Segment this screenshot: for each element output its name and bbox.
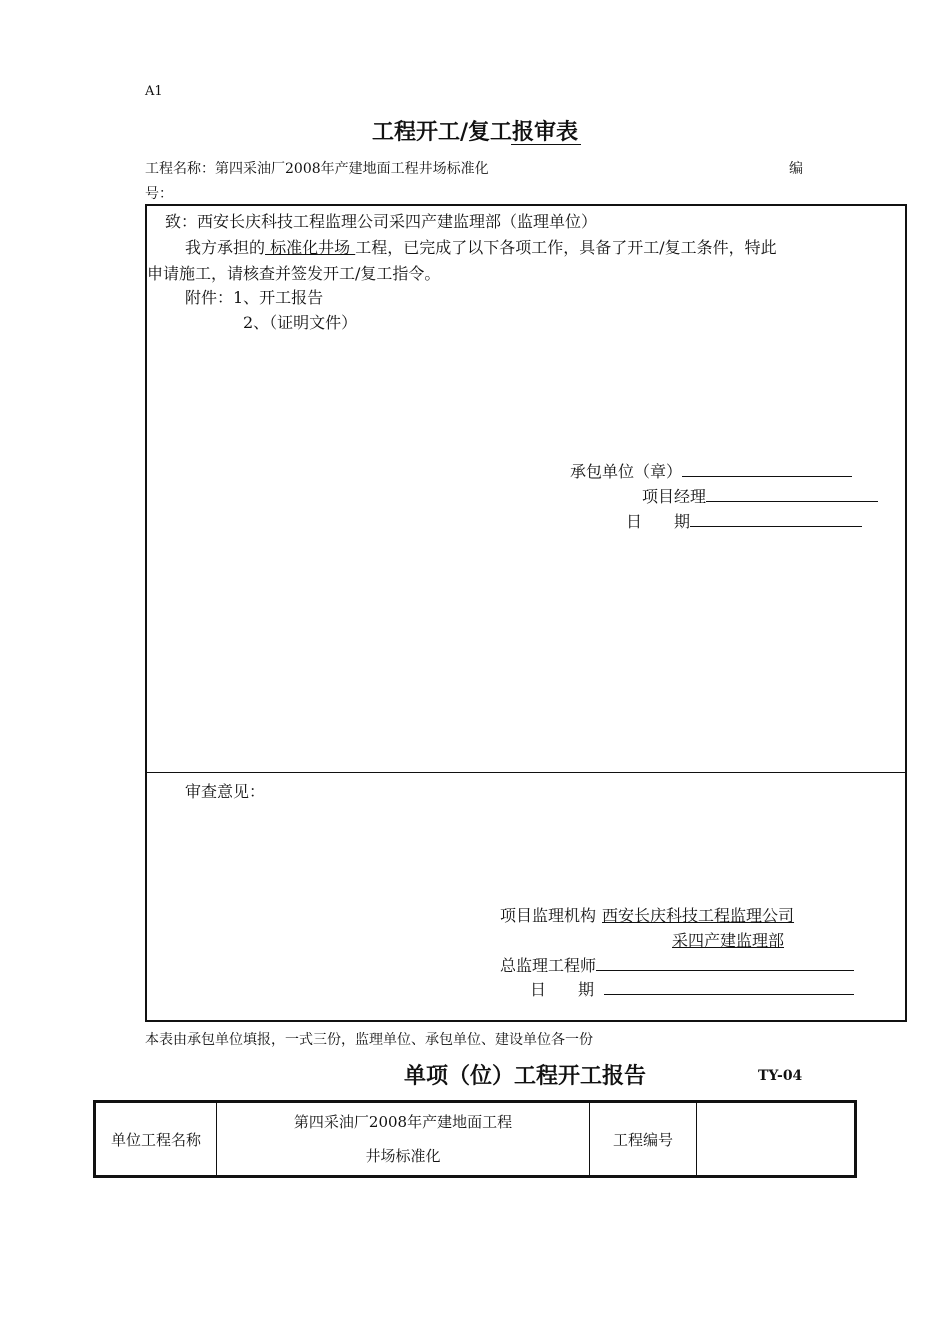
report-code: TY-04 <box>758 1068 803 1084</box>
date-label: 日 期 <box>626 512 691 531</box>
org-value-2: 采四产建监理部 <box>672 931 785 950</box>
title-underline <box>511 144 581 145</box>
manager-label: 项目经理 <box>642 487 707 506</box>
number-label: 编 <box>789 161 803 177</box>
supervision-org <box>500 903 798 926</box>
contractor-label: 承包单位（章） <box>570 462 683 481</box>
attachment-1: 附件：1、开工报告 <box>185 288 324 307</box>
report-table <box>93 1100 857 1178</box>
box-divider <box>147 772 907 773</box>
body-line-1 <box>185 235 777 258</box>
addressee-line: 致：西安长庆科技工程监理公司采四产建监理部（监理单位） <box>165 212 598 231</box>
unit-name-value-2: 井场标准化 <box>365 1147 441 1165</box>
review-date-label: 日 期 <box>530 980 595 999</box>
contractor-line <box>682 460 852 477</box>
project-name: 工程名称：第四采油厂2008年产建地面工程井场标准化 <box>145 161 489 177</box>
org-value-1: 西安长庆科技工程监理公司 <box>602 906 795 925</box>
report-title: 单项（位）工程开工报告 <box>404 1063 647 1089</box>
chief-engineer <box>500 953 854 976</box>
manager-line <box>706 485 878 502</box>
table-row <box>95 1102 856 1177</box>
org-label: 项目监理机构 <box>500 906 597 925</box>
body-part-1: 我方承担的 <box>185 238 266 257</box>
unit-name-value-1: 第四采油厂2008年产建地面工程 <box>293 1113 513 1131</box>
chief-line <box>596 954 854 971</box>
review-label: 审查意见： <box>185 782 266 801</box>
date-signature <box>626 509 862 532</box>
attachment-2: 2、（证明文件） <box>243 313 358 332</box>
review-date-line <box>604 978 854 995</box>
number-label-cont: 号： <box>145 186 173 202</box>
body-part-2: 工程，已完成了以下各项工作，具备了开工/复工条件，特此 <box>355 238 777 257</box>
review-date <box>530 977 854 1000</box>
project-underlined: 标准化井场 <box>265 238 356 257</box>
date-line <box>690 510 862 527</box>
project-no-label: 工程编号 <box>590 1102 697 1177</box>
body-line-2: 申请施工，请核查并签发开工/复工指令。 <box>147 264 441 283</box>
contractor-signature <box>570 459 852 482</box>
project-no-value <box>697 1102 856 1177</box>
unit-name-label: 单位工程名称 <box>95 1102 217 1177</box>
unit-name-value <box>217 1102 590 1177</box>
manager-signature <box>642 484 878 507</box>
form-title: 工程开工/复工报审表 <box>371 119 579 145</box>
chief-label: 总监理工程师 <box>500 956 597 975</box>
form-code: A1 <box>145 84 163 99</box>
footnote: 本表由承包单位填报，一式三份，监理单位、承包单位、建设单位各一份 <box>145 1032 593 1048</box>
